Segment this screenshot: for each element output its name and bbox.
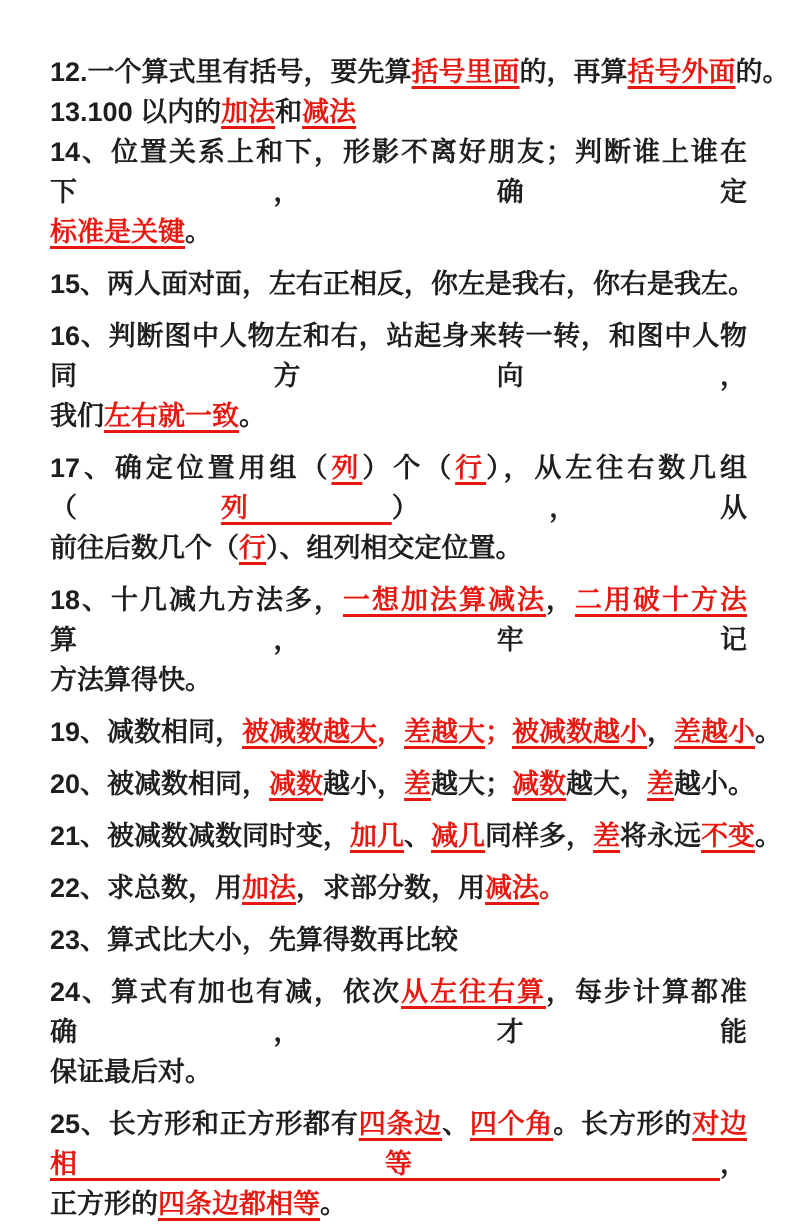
highlighted-text-segment: 被减数越小 <box>512 717 648 747</box>
text-segment: 方法算得快。 <box>50 665 212 695</box>
text-segment: ）个（ <box>362 453 456 483</box>
highlighted-text-segment: 行 <box>455 453 487 483</box>
note-line <box>50 132 747 212</box>
highlighted-text-segment: 标准是关键 <box>50 217 185 247</box>
text-segment: 14、位置关系上和下，形影不离好朋友；判断谁上谁在下，确定 <box>50 137 747 207</box>
text-segment: 12.一个算式里有括号，要先算 <box>50 57 412 87</box>
note-line <box>50 92 747 132</box>
highlighted-text-segment: 四个角 <box>469 1109 554 1139</box>
note-line <box>50 396 747 436</box>
text-segment: 将永远 <box>620 821 702 851</box>
text-segment: 越大； <box>431 769 513 799</box>
note-item-25 <box>50 1104 747 1224</box>
text-segment: 前往后数几个（ <box>50 533 239 563</box>
text-segment: 。 <box>185 217 212 247</box>
highlighted-text-segment: 差越大 <box>404 717 486 747</box>
highlighted-text-segment: 加法 <box>221 97 276 127</box>
note-line <box>50 712 783 752</box>
text-segment: 正方形的 <box>50 1189 158 1219</box>
highlighted-text-segment: 列 <box>331 453 363 483</box>
highlighted-text-segment: 行 <box>239 533 266 563</box>
highlighted-text-segment: 减法 <box>485 873 540 903</box>
highlighted-text-segment: 差越小 <box>674 717 756 747</box>
text-segment: 21、被减数减数同时变， <box>50 821 351 851</box>
highlighted-text-segment: 加法 <box>242 873 297 903</box>
highlighted-text-segment: 减法 <box>302 97 357 127</box>
text-segment: 20、被减数相同， <box>50 769 270 799</box>
highlighted-text-segment: 左右就一致 <box>104 401 239 431</box>
note-line <box>50 52 790 92</box>
note-item-13 <box>50 92 747 132</box>
text-segment: 、 <box>442 1109 470 1139</box>
text-segment: 17、确定位置用组（ <box>50 453 332 483</box>
note-item-12 <box>50 52 790 92</box>
note-item-17 <box>50 448 747 568</box>
text-segment: 同样多， <box>485 821 594 851</box>
text-segment: 22、求总数，用 <box>50 873 243 903</box>
text-segment: 。 <box>320 1189 347 1219</box>
text-segment: ），从 <box>391 493 747 523</box>
text-segment: ，每步计算都准确，才能 <box>50 977 748 1047</box>
highlighted-text-segment: 括号里面 <box>411 57 520 87</box>
text-segment: 18、十几减九方法多， <box>50 585 344 615</box>
note-line <box>50 1184 747 1224</box>
text-segment: ）、组列相交定位置。 <box>266 533 523 563</box>
text-segment: 越大， <box>566 769 648 799</box>
note-line <box>50 972 747 1052</box>
text-segment: 13.100 以内的 <box>50 97 222 127</box>
highlighted-text-segment: 对边相等 <box>50 1109 748 1179</box>
text-segment: 24、算式有加也有减，依次 <box>50 977 402 1007</box>
note-line <box>50 316 747 396</box>
text-segment: 算，牢记 <box>50 625 747 655</box>
text-segment: 。 <box>239 401 266 431</box>
text-segment: 19、减数相同， <box>50 717 243 747</box>
note-line <box>50 660 747 700</box>
text-segment: 25、长方形和正方形都有 <box>50 1109 359 1139</box>
note-item-20 <box>50 764 756 804</box>
text-segment: 。 <box>755 821 783 851</box>
note-item-15 <box>50 264 756 304</box>
text-segment: 保证最后对。 <box>50 1057 212 1087</box>
note-line <box>50 448 747 528</box>
note-line <box>50 212 747 252</box>
text-segment: 。长方形的 <box>553 1109 693 1139</box>
highlighted-text-segment: ， <box>377 717 405 747</box>
highlighted-text-segment: 差 <box>404 769 432 799</box>
highlighted-text-segment: 一想加法算减法 <box>343 585 547 615</box>
text-segment: ， <box>720 1149 747 1179</box>
highlighted-text-segment: 。 <box>539 873 567 903</box>
note-line <box>50 1104 747 1184</box>
text-segment: 越小， <box>323 769 405 799</box>
note-item-19 <box>50 712 783 752</box>
text-segment: 我们 <box>50 401 104 431</box>
highlighted-text-segment: 减几 <box>431 821 486 851</box>
highlighted-text-segment: 二用破十方法 <box>575 585 748 615</box>
highlighted-text-segment: 不变 <box>701 821 756 851</box>
note-item-18 <box>50 580 747 700</box>
highlighted-text-segment: 被减数越大 <box>242 717 378 747</box>
highlighted-text-segment: 减数 <box>512 769 567 799</box>
text-segment: 23、算式比大小，先算得数再比较 <box>50 925 459 955</box>
text-segment: 。 <box>755 717 783 747</box>
text-segment: ，求部分数，用 <box>296 873 486 903</box>
text-segment: ， <box>647 717 675 747</box>
note-line <box>50 1052 747 1092</box>
note-line <box>50 816 783 856</box>
note-item-23 <box>50 920 747 960</box>
highlighted-text-segment: 四条边 <box>358 1109 443 1139</box>
text-segment: 和 <box>275 97 303 127</box>
notes-list <box>50 52 790 1224</box>
highlighted-text-segment: 减数 <box>269 769 324 799</box>
highlighted-text-segment: 从左往右算 <box>401 977 547 1007</box>
note-line <box>50 764 756 804</box>
text-segment: ），从左往右数几组（ <box>50 453 748 523</box>
note-line <box>50 920 747 960</box>
highlighted-text-segment: 差 <box>647 769 675 799</box>
note-item-24 <box>50 972 747 1092</box>
text-segment: 越小。 <box>674 769 756 799</box>
highlighted-text-segment: 列 <box>220 493 392 523</box>
text-segment: 15、两人面对面，左右正相反，你左是我右，你右是我左。 <box>50 269 756 299</box>
note-item-21 <box>50 816 783 856</box>
text-segment: 的，再算 <box>519 57 628 87</box>
highlighted-text-segment: ； <box>485 717 513 747</box>
note-item-22 <box>50 868 747 908</box>
text-segment: 的。 <box>735 57 790 87</box>
note-line <box>50 580 747 660</box>
highlighted-text-segment: 加几 <box>350 821 405 851</box>
note-line <box>50 528 747 568</box>
highlighted-text-segment: 四条边都相等 <box>158 1189 320 1219</box>
note-line <box>50 264 756 304</box>
note-item-16 <box>50 316 747 436</box>
text-segment: ， <box>546 585 576 615</box>
text-segment: 16、判断图中人物左和右，站起身来转一转，和图中人物同方向， <box>50 321 747 391</box>
note-line <box>50 868 747 908</box>
text-segment: 、 <box>404 821 432 851</box>
highlighted-text-segment: 括号外面 <box>627 57 736 87</box>
highlighted-text-segment: 差 <box>593 821 621 851</box>
note-item-14 <box>50 132 747 252</box>
